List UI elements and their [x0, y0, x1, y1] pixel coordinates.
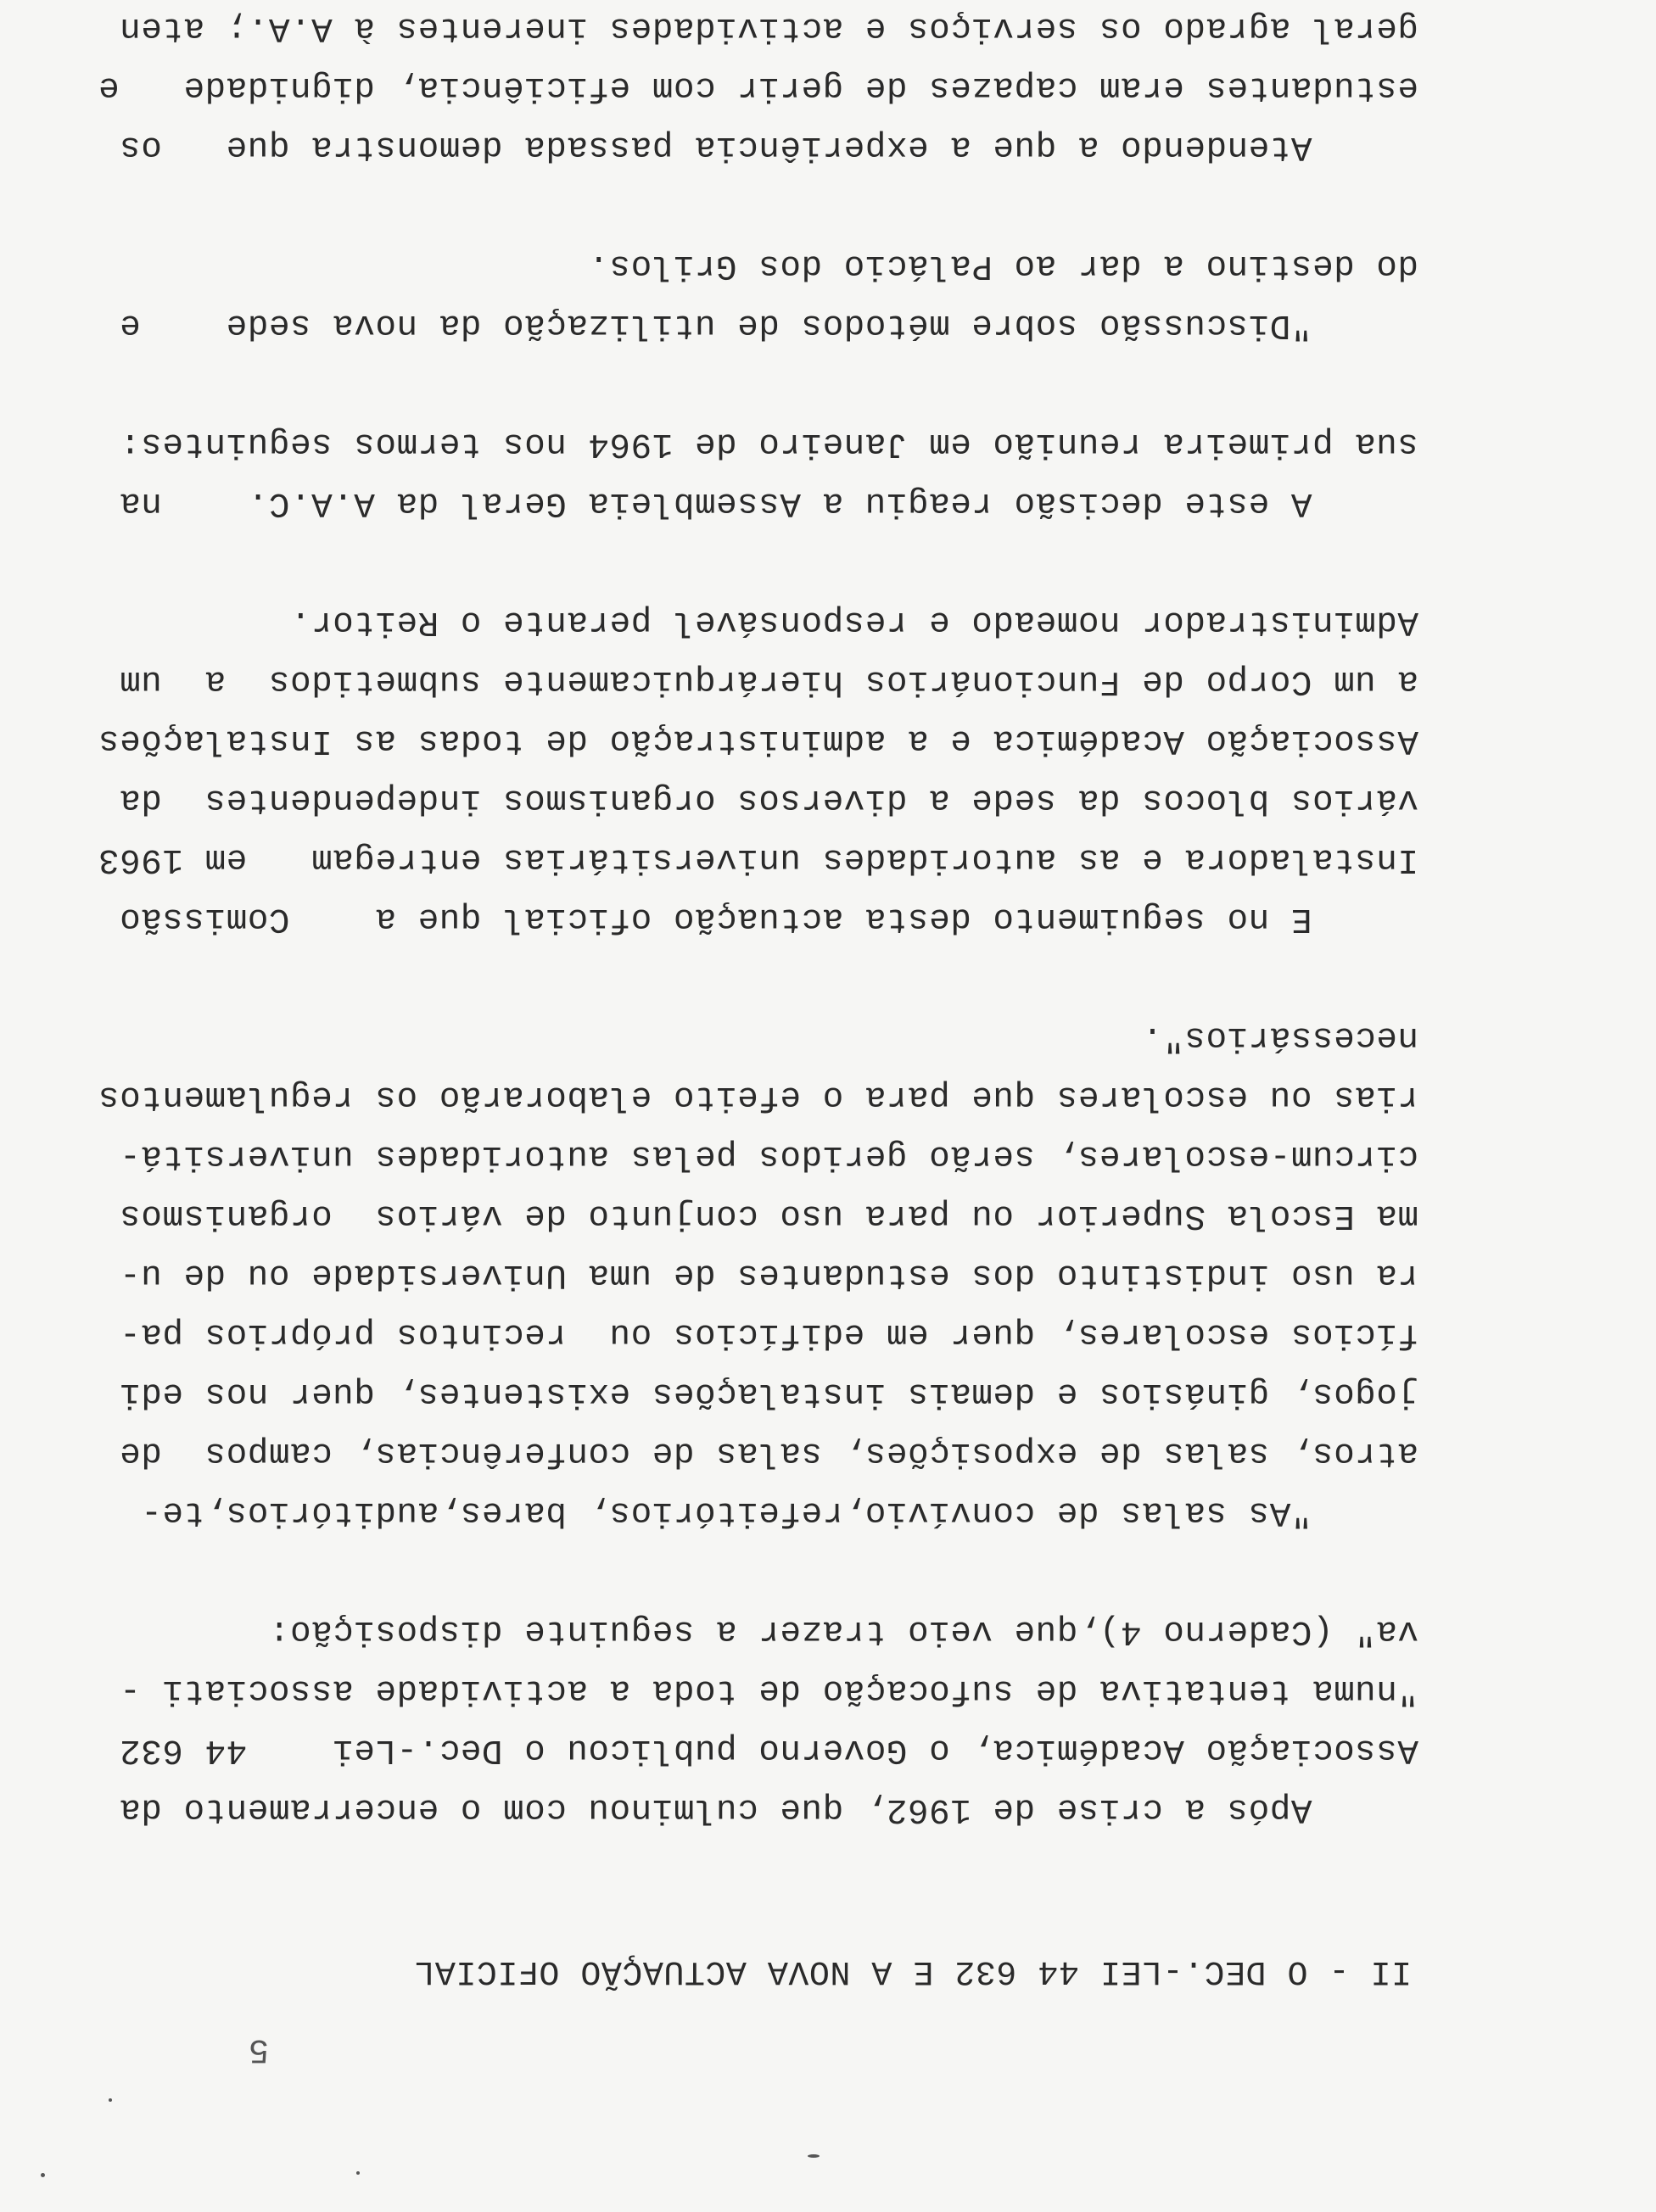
section-heading: II - O DEC.-LEI 44 632 E A NOVA ACTUAÇÃO OFICIAL	[413, 1952, 1412, 1990]
text-line: ra uso indistinto dos estudantes de uma Universidade ou de u-	[119, 1255, 1418, 1294]
paragraph-5	[119, 236, 1418, 355]
paragraph-1	[119, 1601, 1418, 1839]
text-line: "Discussão sobre métodos de utilização da nova sede e	[119, 305, 1418, 344]
text-line: Atendendo a que a experiência passada demonstra que os	[119, 127, 1418, 166]
scan-speck	[109, 2098, 112, 2102]
paragraph-6	[98, 0, 1418, 176]
paragraph-4	[119, 414, 1418, 533]
text-line: necessários".	[1141, 1018, 1418, 1057]
typewritten-text	[98, 0, 1418, 2000]
text-line: estudantes eram capazes de gerir com eficiência, dignidade e	[98, 68, 1418, 107]
text-line: circum-escolares, serão geridos pelas autoridades universitá-	[119, 1137, 1418, 1176]
text-line: geral agrado os serviços e actividades inerentes à A.A.; aten	[119, 8, 1418, 47]
text-line: va" (Caderno 4),que veio trazer a seguinte disposição:	[268, 1612, 1418, 1651]
text-line: vários blocos da sede a diversos organismos independentes da	[119, 780, 1418, 819]
paragraph-3	[98, 592, 1418, 948]
scan-speck	[808, 2154, 820, 2158]
text-line: atros, salas de exposições, salas de conferências, campos de	[119, 1433, 1418, 1472]
text-line: Após a crise de 1962, que culminou com o encerramento da	[119, 1790, 1418, 1829]
text-line: a um Corpo de Funcionários hierárquicamente submetidos a um	[119, 662, 1418, 701]
text-line: do destino a dar ao Palácio dos Grilos.	[587, 246, 1418, 285]
text-line: jogos, ginásios e demais instalações existentes, quer nos edi	[119, 1374, 1418, 1413]
text-line: A este decisão reagiu a Assembleia Geral da A.A.C. na	[119, 483, 1418, 522]
text-line: sua primeira reunião em Janeiro de 1964 nos termos seguintes:	[119, 424, 1418, 463]
page-number: 5	[248, 2030, 269, 2068]
text-line: Instaladora e as autoridades universitárias entregam em 1963	[98, 840, 1418, 879]
text-line: "As salas de convívio,refeitórios, bares,auditórios,te-	[140, 1493, 1418, 1532]
text-line: Associação Académica, o Governo publicou o Dec.-Lei 44 632	[119, 1730, 1418, 1769]
text-line: Administrador nomeado e responsável perante o Reitor.	[289, 602, 1418, 641]
text-line: rias ou escolares que para o efeito elaborarão os regulamentos	[98, 1077, 1418, 1116]
text-line: fícios escolares, quer em edifícios ou recintos próprios pa-	[119, 1315, 1418, 1354]
text-line: "numa tentativa de sufocação de toda a actividade associati -	[119, 1671, 1418, 1710]
text-line: E no seguimento desta actuação oficial que a Comissão	[119, 899, 1418, 938]
scan-speck	[41, 2173, 45, 2177]
paragraph-quote	[98, 1008, 1418, 1542]
text-line: Associação Académica e a administração de todas as Instalações	[98, 721, 1418, 760]
scan-speck	[356, 2171, 360, 2175]
text-line: ma Escola Superior ou para uso conjunto de vários organismos	[119, 1196, 1418, 1235]
